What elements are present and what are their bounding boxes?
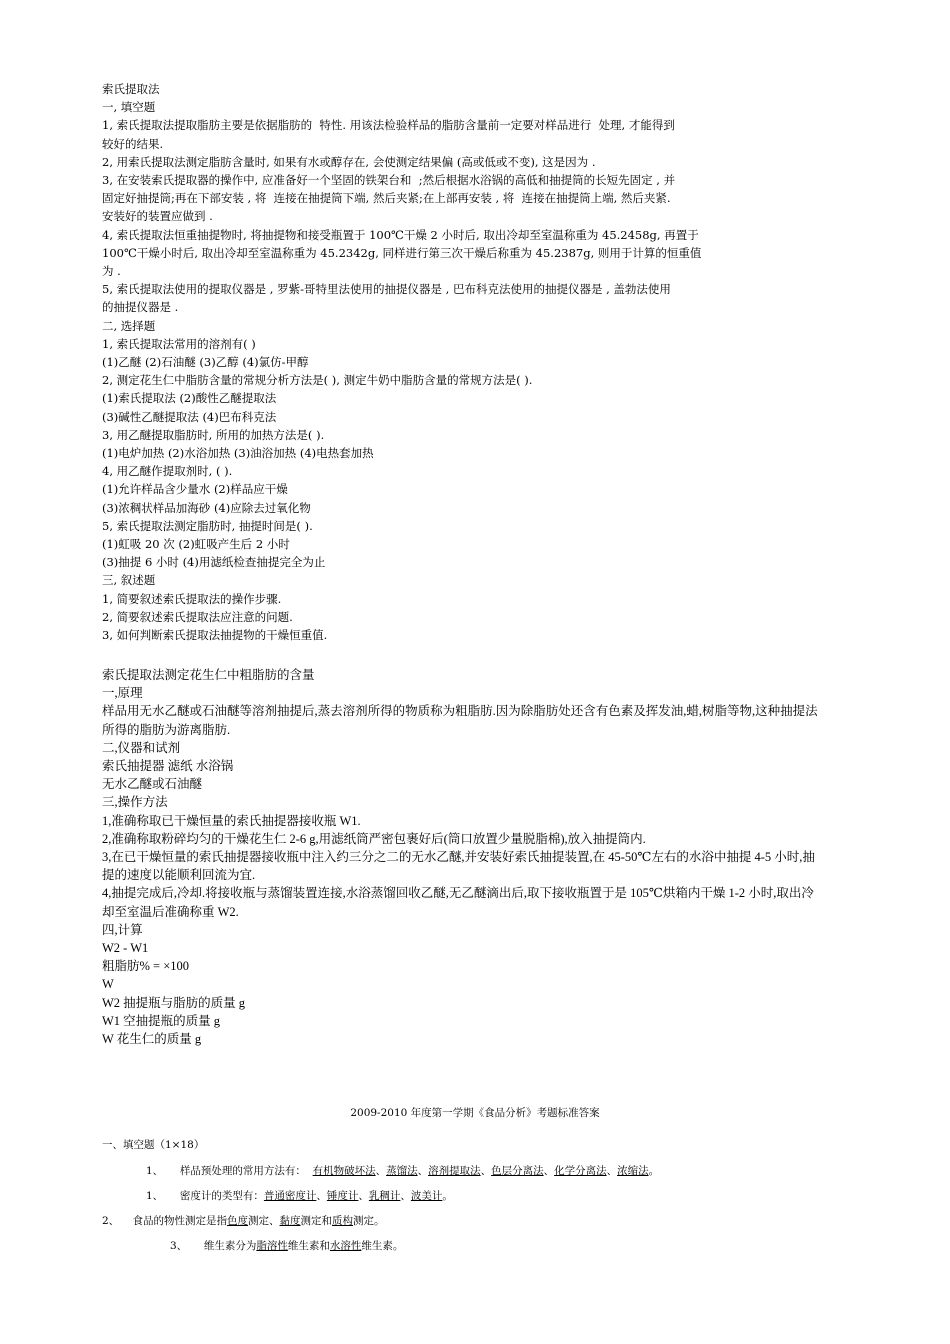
answer-blank: 黏度 bbox=[279, 1215, 301, 1227]
answer-item bbox=[146, 1188, 453, 1203]
text-line: 5, 索氏提取法使用的提取仪器是 , 罗紫-哥特里法使用的抽提仪器是 , 巴布科克法使用的抽提仪器是 , 盖勃法使用 bbox=[102, 282, 671, 297]
item-number: 1、 bbox=[146, 1190, 164, 1202]
heading-instruments: 二,仪器和试剂 bbox=[102, 740, 181, 755]
text-line: 1, 索氏提取法常用的溶剂有( ) bbox=[102, 336, 256, 351]
heading-choice: 二, 选择题 bbox=[102, 318, 156, 333]
text-line: (3)抽提 6 小时 (4)用滤纸检查抽提完全为止 bbox=[102, 555, 326, 570]
text-line: 3, 用乙醚提取脂肪时, 所用的加热方法是( ). bbox=[102, 427, 325, 442]
answer-blank: 化学分离法 bbox=[554, 1165, 607, 1177]
text-line: (1)索氏提取法 (2)酸性乙醚提取法 bbox=[102, 391, 277, 406]
text-line: 4, 索氏提取法恒重抽提物时, 将抽提物和接受瓶置于 100℃干燥 2 小时后, 取出冷却至室温称重为 45.2458g, 再置于 bbox=[102, 227, 699, 242]
text-line: 为 . bbox=[102, 264, 121, 279]
answer-item bbox=[146, 1163, 659, 1178]
item-text: 食品的物性测定是指 bbox=[132, 1215, 228, 1227]
text-line: 提的速度以能顺利回流为宜. bbox=[102, 868, 256, 883]
text-line: 安装好的装置应做到 . bbox=[102, 209, 213, 224]
text-line: 固定好抽提筒;再在下部安装 , 将 连接在抽提筒下端, 然后夹紧;在上部再安装 , 将 连接在抽提筒上端, 然后夹紧. bbox=[102, 191, 671, 206]
answer-blank: 普通密度计 bbox=[263, 1190, 317, 1202]
answer-item bbox=[102, 1213, 385, 1228]
formula-numerator: W2 - W1 bbox=[102, 941, 149, 956]
text-line: 3, 如何判断索氏提取法抽提物的干燥恒重值. bbox=[102, 628, 328, 643]
separator: 、 bbox=[606, 1165, 618, 1177]
heading-fill-blank: 一, 填空题 bbox=[102, 100, 156, 115]
answer-blank: 乳稠计 bbox=[368, 1190, 401, 1202]
text-line: 3,在已干燥恒量的索氏抽提器接收瓶中注入约三分之二的无水乙醚,并安装好索氏抽提装置,在 45-50℃左右的水浴中抽提 4-5 小时,抽 bbox=[102, 850, 815, 865]
answer-title: 2009-2010 年度第一学期《食品分析》考题标准答案 bbox=[350, 1107, 600, 1119]
item-suffix: 测定。 bbox=[353, 1215, 385, 1227]
separator: 、 bbox=[480, 1165, 492, 1177]
separator: 、 bbox=[358, 1190, 369, 1202]
text-line: 索氏抽提器 滤纸 水浴锅 bbox=[102, 759, 234, 774]
text-line: 4,抽提完成后,冷却.将接收瓶与蒸馏装置连接,水浴蒸馏回收乙醚,无乙醚滴出后,取下接收瓶置于是 105℃烘箱内干燥 1-2 小时,取出冷 bbox=[102, 886, 814, 901]
answer-blank: 色层分离法 bbox=[491, 1165, 544, 1177]
answer-item bbox=[170, 1238, 403, 1253]
answer-blank: 浓缩法 bbox=[617, 1165, 649, 1177]
item-number: 1、 bbox=[146, 1165, 164, 1177]
text-line: W1 空抽提瓶的质量 g bbox=[102, 1013, 221, 1028]
answer-blank: 波美计 bbox=[410, 1190, 443, 1202]
text-line: 所得的脂肪为游离脂肪. bbox=[102, 722, 231, 737]
answer-blank: 水溶性 bbox=[329, 1240, 362, 1252]
text-line: 却至室温后准确称重 W2. bbox=[102, 904, 239, 919]
item-suffix: 。 bbox=[648, 1165, 660, 1177]
text-line: (1)乙醚 (2)石油醚 (3)乙醇 (4)氯仿-甲醇 bbox=[102, 355, 309, 370]
answer-blank: 脂溶性 bbox=[256, 1240, 288, 1252]
separator: 、 bbox=[543, 1165, 555, 1177]
separator: 测定、 bbox=[248, 1215, 280, 1227]
answer-blank: 锤度计 bbox=[326, 1190, 359, 1202]
text-line: 1, 简要叙述索氏提取法的操作步骤. bbox=[102, 591, 282, 606]
text-line: 2, 测定花生仁中脂肪含量的常规分析方法是( ), 测定牛奶中脂肪含量的常规方法是( ). bbox=[102, 373, 533, 388]
item-text: 密度计的类型有： bbox=[179, 1190, 264, 1202]
text-line: 4, 用乙醚作提取剂时, ( ). bbox=[102, 464, 233, 479]
experiment-section bbox=[102, 666, 862, 1048]
text-line: 样品用无水乙醚或石油醚等溶剂抽提后,蒸去溶剂所得的物质称为粗脂肪.因为除脂肪处还含有色素及挥发油,蜡,树脂等物,这种抽提法 bbox=[102, 704, 818, 719]
text-line: 2, 用索氏提取法测定脂肪含量时, 如果有水或醇存在, 会使测定结果偏 (高或低或不变), 这是因为 . bbox=[102, 154, 596, 169]
separator: 、 bbox=[375, 1165, 387, 1177]
item-number: 3、 bbox=[170, 1240, 188, 1252]
text-line: 的抽提仪器是 . bbox=[102, 300, 179, 315]
item-suffix: 维生素。 bbox=[361, 1240, 404, 1252]
text-line: (1)虹吸 20 次 (2)虹吸产生后 2 小时 bbox=[102, 537, 290, 552]
heading-narrative: 三, 叙述题 bbox=[102, 573, 156, 588]
text-line: 5, 索氏提取法测定脂肪时, 抽提时间是( ). bbox=[102, 518, 313, 533]
text-line: W 花生仁的质量 g bbox=[102, 1032, 202, 1047]
text-line: (1)电炉加热 (2)水浴加热 (3)油浴加热 (4)电热套加热 bbox=[102, 446, 374, 461]
heading-calculation: 四,计算 bbox=[102, 922, 143, 937]
item-text: 样品预处理的常用方法有： bbox=[179, 1165, 306, 1177]
text-line: (3)碱性乙醚提取法 (4)巴布科克法 bbox=[102, 409, 277, 424]
separator: 、 bbox=[316, 1190, 327, 1202]
separator: 维生素和 bbox=[287, 1240, 330, 1252]
formula-denominator: W bbox=[102, 977, 114, 992]
text-line: 1,准确称取已干燥恒量的索氏抽提器接收瓶 W1. bbox=[102, 813, 361, 828]
answer-blank: 质构 bbox=[332, 1215, 354, 1227]
text-line: W2 抽提瓶与脂肪的质量 g bbox=[102, 995, 246, 1010]
item-suffix: 。 bbox=[442, 1190, 453, 1202]
answer-part-heading: 一、填空题（1×18） bbox=[102, 1139, 205, 1151]
item-text: 维生素分为 bbox=[203, 1240, 257, 1252]
answer-blank: 蒸馏法 bbox=[386, 1165, 418, 1177]
answer-blank: 溶剂提取法 bbox=[428, 1165, 481, 1177]
quiz-section bbox=[102, 80, 762, 644]
text-line: 100℃干燥小时后, 取出冷却至室温称重为 45.2342g, 同样进行第三次干燥后称重为 45.2387g, 则用于计算的恒重值 bbox=[102, 245, 702, 260]
text-line: 2, 简要叙述索氏提取法应注意的问题. bbox=[102, 609, 293, 624]
text-line: (3)浓稠状样品加海砂 (4)应除去过氧化物 bbox=[102, 500, 311, 515]
formula-main: 粗脂肪% = ×100 bbox=[102, 959, 190, 974]
separator: 、 bbox=[400, 1190, 411, 1202]
text-line: 1, 索氏提取法提取脂肪主要是依据脂肪的 特性. 用该法检验样品的脂肪含量前一定要对样品进行 处理, 才能得到 bbox=[102, 118, 675, 133]
text-line: 3, 在安装索氏提取器的操作中, 应准备好一个坚固的铁架台和 ;然后根据水浴锅的高低和抽提筒的长短先固定 , 并 bbox=[102, 173, 676, 188]
text-line: 较好的结果. bbox=[102, 136, 164, 151]
section-title: 索氏提取法 bbox=[102, 82, 160, 96]
section-title: 索氏提取法测定花生仁中粗脂肪的含量 bbox=[102, 668, 315, 682]
answer-blank: 色度 bbox=[227, 1215, 249, 1227]
text-line: 无水乙醚或石油醚 bbox=[102, 777, 203, 792]
heading-principle: 一,原理 bbox=[102, 686, 143, 701]
item-number: 2、 bbox=[102, 1215, 120, 1227]
answer-blank: 有机物破坏法 bbox=[312, 1165, 376, 1177]
text-line: 2,准确称取粉碎均匀的干燥花生仁 2-6 g,用滤纸筒严密包裹好后(筒口放置少量脱脂棉),放入抽提筒内. bbox=[102, 831, 646, 846]
separator: 、 bbox=[417, 1165, 429, 1177]
separator: 测定和 bbox=[300, 1215, 333, 1227]
heading-procedure: 三,操作方法 bbox=[102, 795, 168, 810]
text-line: (1)允许样品含少量水 (2)样品应干燥 bbox=[102, 482, 288, 497]
